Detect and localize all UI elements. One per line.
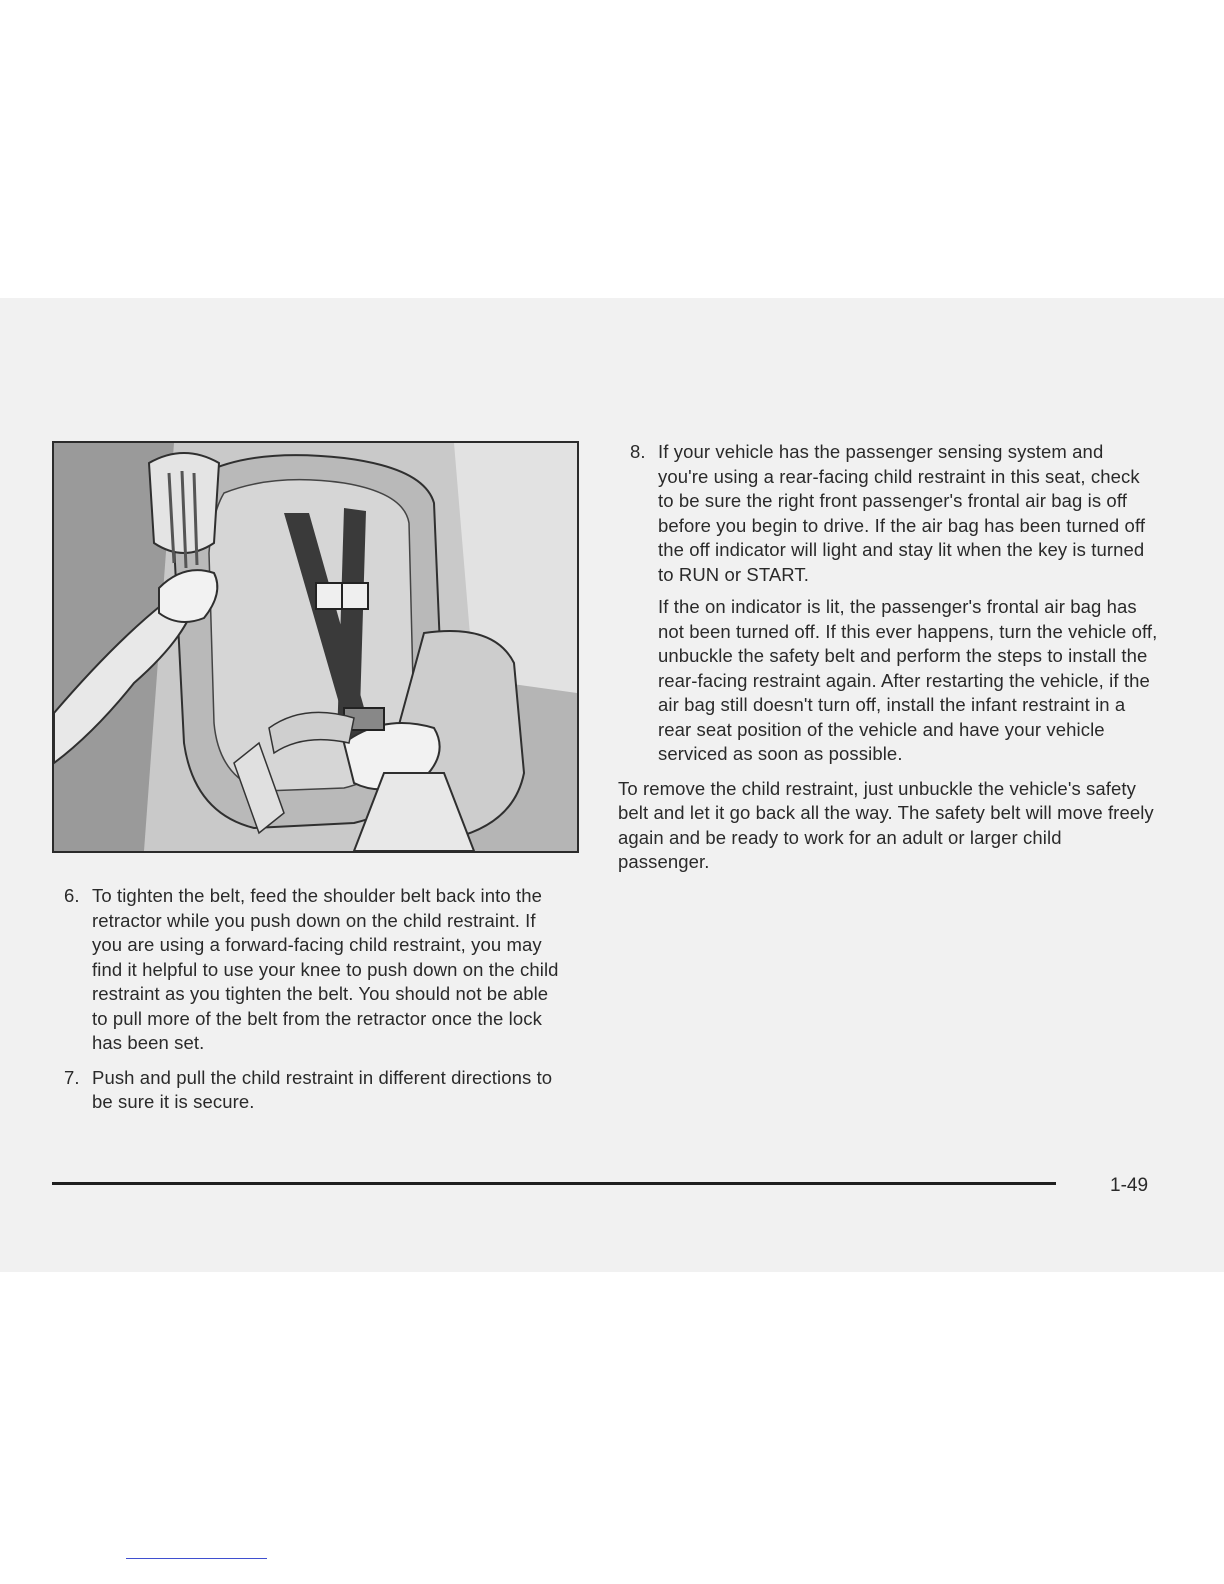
step-8 <box>618 440 1158 767</box>
bottom-link-underline[interactable] <box>126 1558 267 1559</box>
child-seat-drawing <box>54 443 577 851</box>
step-number: 6. <box>64 885 80 906</box>
footer-rule <box>52 1182 1056 1185</box>
step-6 <box>52 884 568 1056</box>
step-8-paragraph-1: If your vehicle has the passenger sensing system and you're using a rear-facing child restraint in this seat, check to be sure the right front passenger's frontal air bag is off before you begin to drive. If the air bag has been turned off the off indicator will light and stay lit when the key is turned to RUN or START. <box>658 441 1146 585</box>
step-8-paragraph-2: If the on indicator is lit, the passenger's frontal air bag has not been turned off. If this ever happens, turn the vehicle off, unbuckle the safety belt and perform the steps to install the rear-facing restraint again. After restarting the vehicle, if the air bag still doesn't turn off, install the infant restraint in a rear seat position of the vehicle and have your vehicle serviced as soon as possible. <box>658 596 1158 764</box>
step-text: Push and pull the child restraint in different directions to be sure it is secure. <box>92 1066 553 1112</box>
step-text: To tighten the belt, feed the shoulder belt back into the retractor while you push down on the child restraint. If you are using a forward-facing child restraint, you may find it helpful to use your knee to push down on the child restraint as you tighten the belt. You should not be able to pull more of the belt from the retractor once the lock has been set. <box>92 885 559 1053</box>
closing-paragraph: To remove the child restraint, just unbuckle the vehicle's safety belt and let it go back all the way. The safety belt will move freely again and be ready to work for an adult or larger child passenger. <box>618 777 1154 872</box>
page-number: 1-49 <box>1110 1175 1149 1196</box>
left-column-steps <box>52 884 568 1125</box>
step-7 <box>52 1066 568 1115</box>
right-column-content <box>618 440 1158 875</box>
step-number: 7. <box>64 1066 80 1088</box>
step-number: 8. <box>630 441 646 462</box>
child-seat-illustration <box>52 441 579 853</box>
